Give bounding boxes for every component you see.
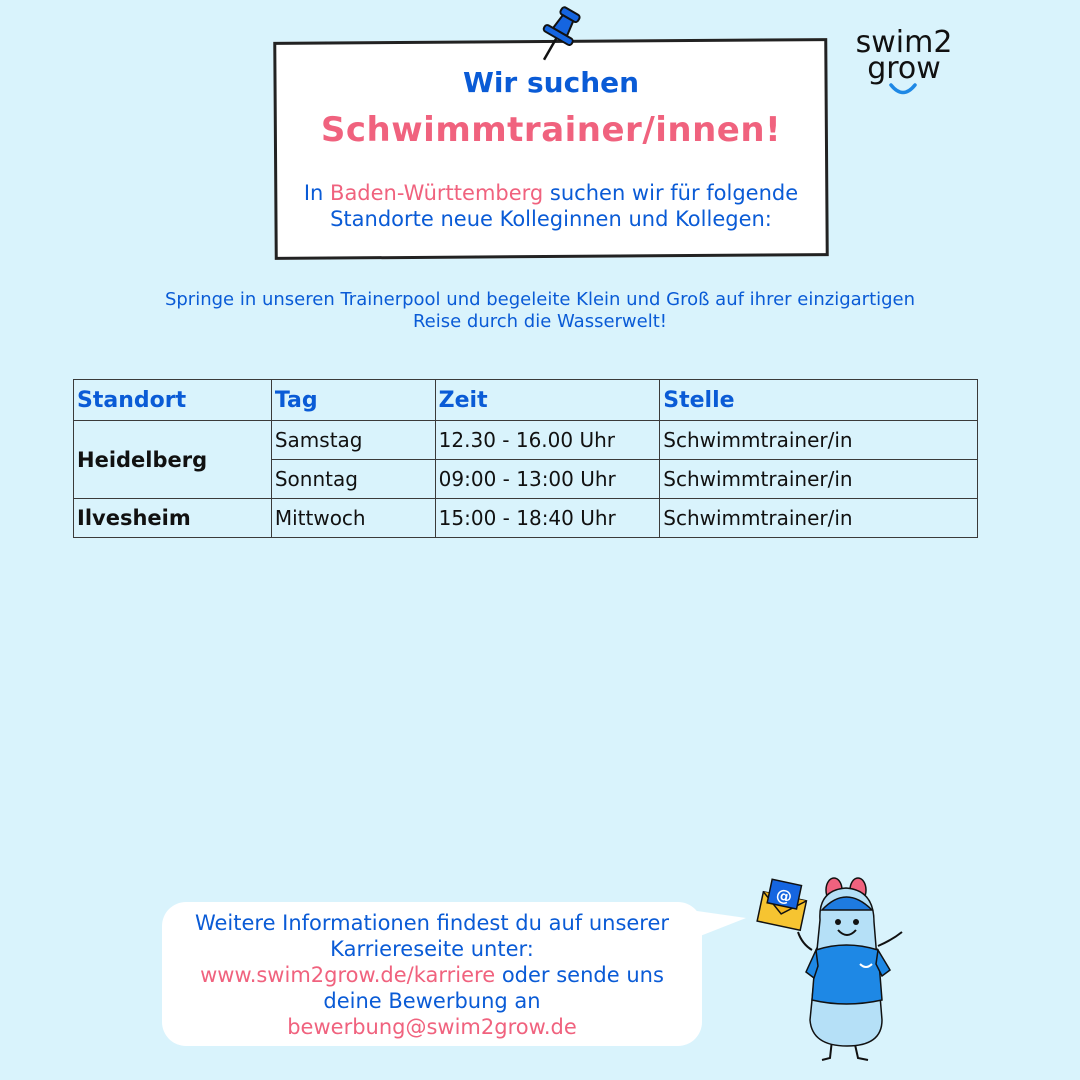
email-icon [757, 878, 809, 930]
bubble-text1: Weitere Informationen findest du auf unserer Karriereseite unter: [194, 911, 670, 961]
speech-bubble-tail [690, 906, 750, 946]
cell-day: Sonntag [271, 460, 435, 499]
card-headline: Schwimmtrainer/innen! [320, 110, 782, 150]
cell-day: Mittwoch [271, 499, 435, 538]
bubble-text [172, 910, 692, 1040]
cell-time: 15:00 - 18:40 Uhr [435, 499, 660, 538]
card-text-before: In [303, 181, 331, 205]
cell-position: Schwimmtrainer/in [660, 421, 978, 460]
logo-line1: swim2 [855, 25, 953, 60]
header-tag: Tag [271, 380, 435, 421]
cell-time: 12.30 - 16.00 Uhr [435, 421, 660, 460]
header-stelle: Stelle [660, 380, 978, 421]
header-zeit: Zeit [435, 380, 660, 421]
email-link[interactable]: bewerbung@swim2grow.de [287, 1015, 577, 1039]
cell-day: Samstag [271, 421, 435, 460]
cell-location: Ilvesheim [74, 499, 272, 538]
pushpin-icon [532, 2, 588, 72]
card-text-after: suchen wir für folgende Standorte neue Kolleginnen und Kollegen: [330, 181, 799, 231]
svg-text:@: @ [774, 884, 794, 907]
table-row [74, 499, 978, 538]
header-standort: Standort [74, 380, 272, 421]
swim2grow-logo [852, 25, 956, 98]
card-title: Wir suchen [462, 66, 640, 99]
intro-text: Springe in unseren Trainerpool und begeleite Klein und Groß auf ihrer einzigartigen Reise durch die Wasserwelt! [164, 289, 916, 332]
logo-line2: grow [867, 51, 941, 86]
cell-position: Schwimmtrainer/in [660, 499, 978, 538]
bubble-text2: oder sende uns deine Bewerbung an [323, 963, 664, 1013]
card-region: Baden-Württemberg [330, 181, 544, 205]
cell-location: Heidelberg [74, 421, 272, 499]
jobs-table [73, 379, 978, 538]
table-row [74, 421, 978, 460]
table-header-row [74, 380, 978, 421]
logo-smile-icon [888, 82, 918, 98]
cell-time: 09:00 - 13:00 Uhr [435, 460, 660, 499]
card-text [274, 180, 828, 232]
cell-position: Schwimmtrainer/in [660, 460, 978, 499]
mascot-illustration [750, 870, 920, 1070]
career-link[interactable]: www.swim2grow.de/karriere [200, 963, 496, 987]
